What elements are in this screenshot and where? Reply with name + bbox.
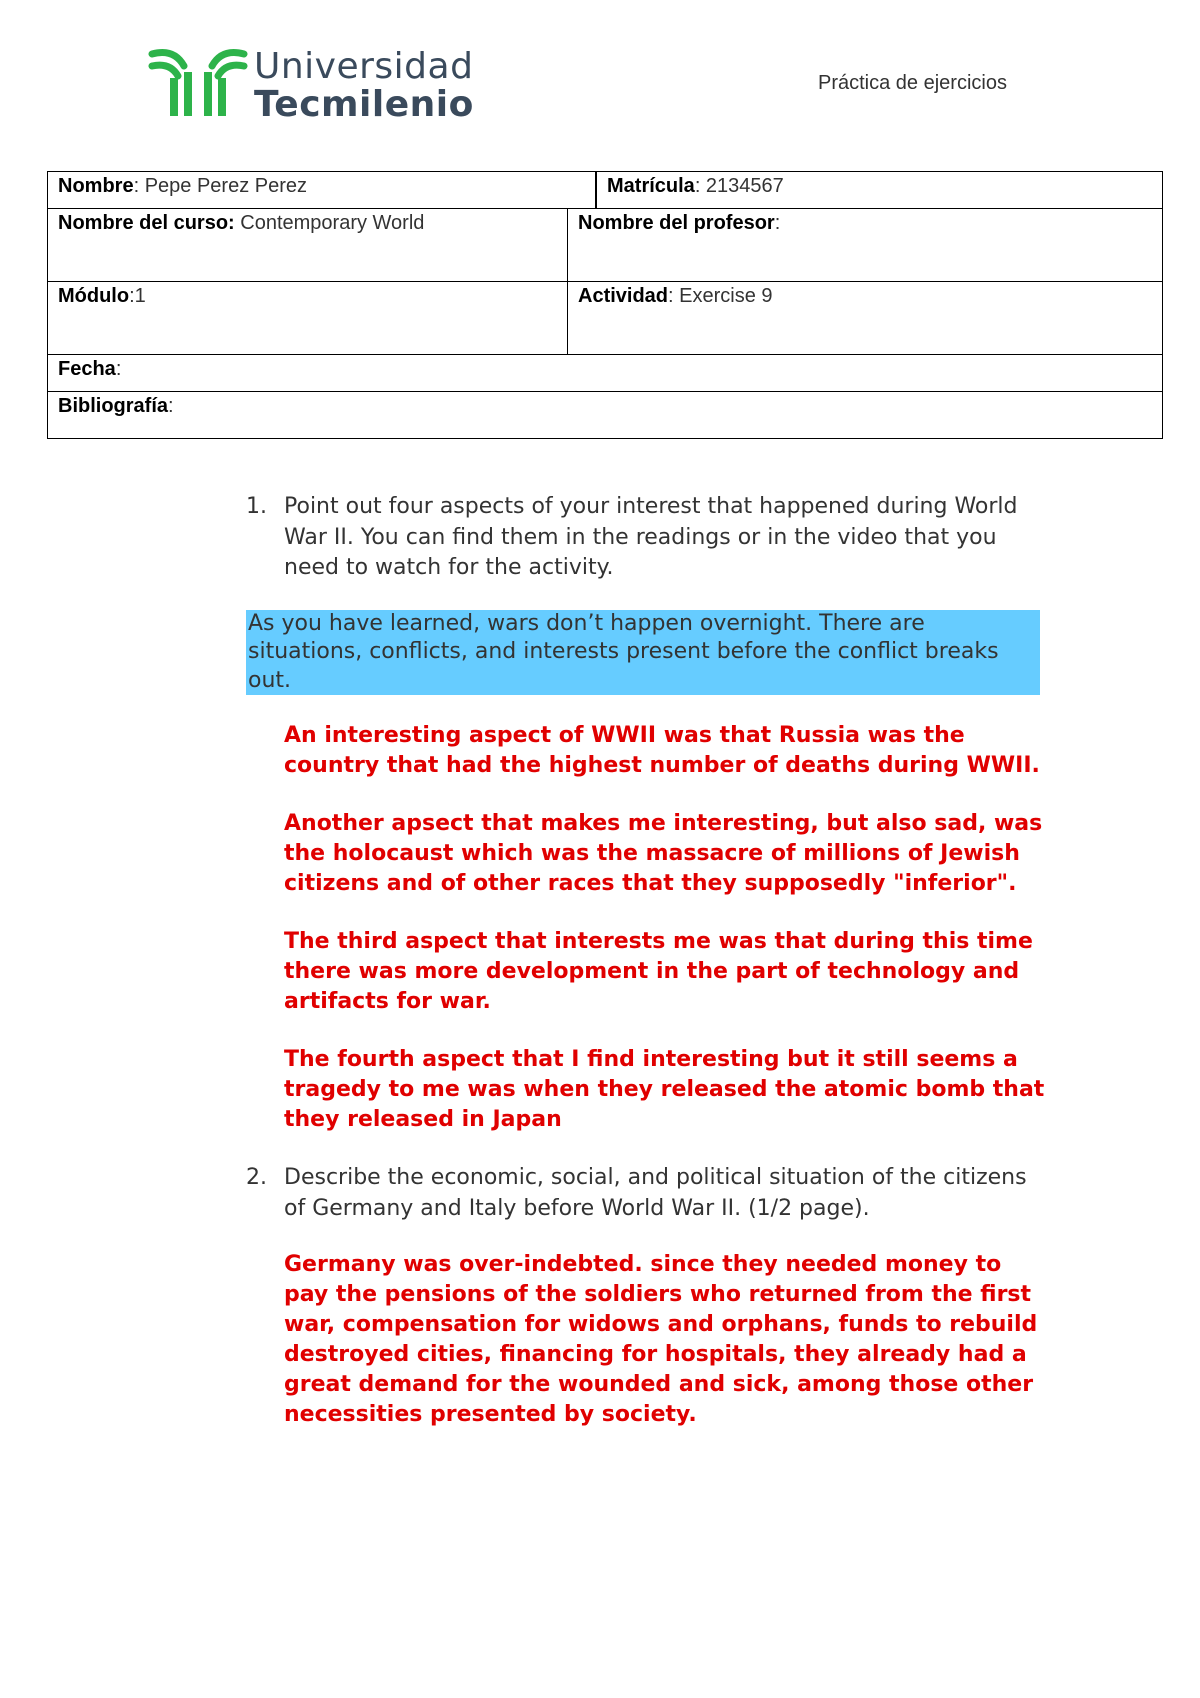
nombre-value: : Pepe Perez Perez — [133, 175, 308, 197]
student-info-table — [47, 171, 1163, 439]
bibliografia-label: Bibliografía — [58, 395, 169, 417]
curso-value: Contemporary World — [234, 212, 425, 234]
document-type: Práctica de ejercicios — [818, 72, 1007, 94]
curso-label: Nombre del curso: — [58, 212, 235, 234]
info-row-4 — [48, 354, 1162, 391]
info-row-5 — [48, 391, 1162, 438]
modulo-value: :1 — [129, 285, 146, 307]
modulo-label: Módulo — [58, 285, 130, 307]
info-row-3 — [48, 281, 1162, 354]
curso-cell — [48, 209, 568, 281]
profesor-cell — [568, 209, 1162, 281]
logo-text-tecmilenio: Tecmilenio — [254, 84, 474, 125]
nombre-cell — [48, 172, 593, 208]
question-text: Point out four aspects of your interest that happened during World War II. You can find them in the readings or in the video that you need to watch for the activity. — [284, 494, 1018, 580]
answer-q2: Germany was over-indebted. since they needed money to pay the pensions of the soldiers who returned from the first war, compensation for widows and orphans, funds to rebuild destroyed cities, financing for hospitals, they already had a great demand for the wounded and sick, among those other necessities presented by society. — [284, 1252, 1038, 1427]
university-logo — [148, 46, 508, 125]
profesor-label: Nombre del profesor — [578, 212, 775, 234]
nombre-label: Nombre — [58, 175, 134, 197]
answer-q1-item: An interesting aspect of WWII was that Russia was the country that had the highest number of deaths during WWII. — [284, 723, 1040, 778]
actividad-value: : Exercise 9 — [668, 285, 773, 307]
fecha-value: : — [115, 358, 122, 380]
modulo-cell — [48, 282, 568, 354]
matricula-value: : 2134567 — [694, 175, 784, 197]
logo-text-universidad: Universidad — [254, 46, 474, 87]
matricula-label: Matrícula — [607, 175, 695, 197]
answer-q1-item: The third aspect that interests me was that during this time there was more development in the part of technology and artifacts for war. — [284, 929, 1033, 1014]
fecha-label: Fecha — [58, 358, 116, 380]
actividad-label: Actividad — [578, 285, 669, 307]
fecha-cell — [48, 355, 131, 391]
bibliografia-value: : — [168, 395, 174, 417]
actividad-cell — [568, 282, 1162, 354]
info-row-1 — [48, 172, 1162, 208]
answer-q1-item: Another apsect that makes me interesting, but also sad, was the holocaust which was the massacre of millions of Jewish citizens and of other races that they supposedly "inferior". — [284, 811, 1043, 896]
question-2 — [246, 1163, 1046, 1224]
question-number: 1. — [246, 494, 267, 519]
logo-emblem-icon — [148, 46, 248, 118]
exercise-content — [246, 492, 1046, 1430]
info-row-2 — [48, 208, 1162, 281]
question-number: 2. — [246, 1165, 267, 1190]
answer-q1-item: The fourth aspect that I find interesting but it still seems a tragedy to me was when they released the atomic bomb that they released in Japan — [284, 1047, 1045, 1132]
matricula-cell — [595, 172, 1162, 208]
question-1 — [246, 492, 1046, 584]
profesor-value: : — [774, 212, 781, 234]
bibliografia-cell — [48, 392, 184, 438]
question-text: Describe the economic, social, and political situation of the citizens of Germany and Italy before World War II. (1/2 page). — [284, 1165, 1027, 1221]
highlight-note: As you have learned, wars don’t happen overnight. There are situations, conflicts, and interests present before the conflict breaks out. — [246, 610, 1040, 696]
